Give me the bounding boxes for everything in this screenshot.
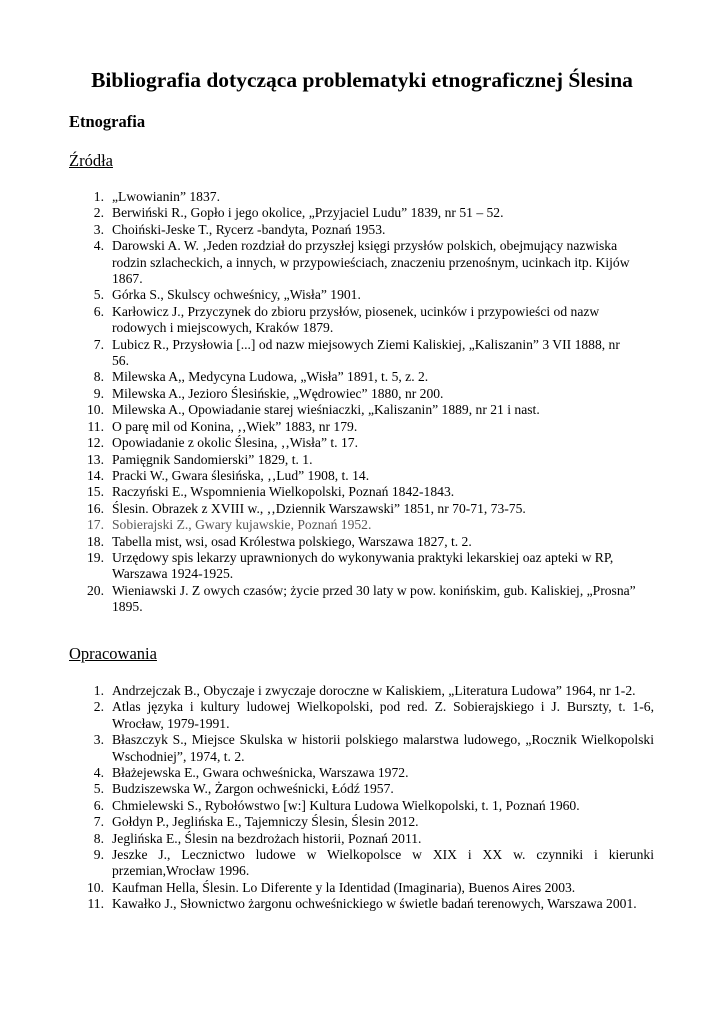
list-item <box>78 699 654 732</box>
list-item-number: 9. <box>93 847 104 863</box>
list-item-text: Raczyński E., Wspomnienia Wielkopolski, Poznań 1842-1843. <box>112 484 455 500</box>
document-title: Bibliografia dotycząca problematyki etnograficznej Ślesina <box>91 68 633 92</box>
list-item-number: 3. <box>93 221 104 237</box>
list-item-text: Lubicz R., Przysłowia [...] od nazw miejsowych Ziemi Kaliskiej, „Kaliszanin” 3 VII 1888, nr 56. <box>112 336 620 369</box>
list-item <box>78 222 638 238</box>
list-item-number: 8. <box>93 830 104 846</box>
list-item-number: 6. <box>93 303 104 319</box>
list-item-text: Ślesin. Obrazek z XVIII w., ‚‚Dziennik Warszawski” 1851, nr 70-71, 73-75. <box>112 500 526 516</box>
list-item-text: Choiński-Jeske T., Rycerz -bandyta, Poznań 1953. <box>112 221 386 237</box>
list-item <box>78 435 638 451</box>
list-item <box>78 419 638 435</box>
bibliography-list-sources <box>78 189 638 616</box>
list-item-text: Gołdyn P., Jeglińska E., Tajemniczy Ślesin, Ślesin 2012. <box>112 814 419 830</box>
section-heading-sources: Źródła <box>69 151 113 170</box>
list-item-text: Górka S., Skulscy ochweśnicy, „Wisła” 1901. <box>112 287 361 303</box>
list-item-text: Jeglińska E., Ślesin na bezdrożach historii, Poznań 2011. <box>112 830 422 846</box>
list-item-text: Tabella mist, wsi, osad Królestwa polskiego, Warszawa 1827, t. 2. <box>112 533 472 549</box>
list-item-number: 10. <box>87 402 104 418</box>
list-item-text: Atlas języka i kultury ludowej Wielkopolski, pod red. Z. Sobierajskiego i J. Burszty, t. 1-6, Wrocław, 1979-1991. <box>112 699 654 731</box>
list-item-text: Wieniawski J. Z owych czasów; życie przed 30 laty w pow. konińskim, gub. Kaliskiej, „Prosna” 1895. <box>112 582 636 615</box>
list-item-text: Andrzejczak B., Obyczaje i zwyczaje doroczne w Kaliskiem, „Literatura Ludowa” 1964, nr 1-2. <box>112 683 636 698</box>
list-item <box>78 468 638 484</box>
list-item-number: 1. <box>93 683 104 698</box>
list-item <box>78 781 654 797</box>
list-item <box>78 798 654 814</box>
list-item-text: Pamięgnik Sandomierski” 1829, t. 1. <box>112 451 313 467</box>
list-item-text: Kaufman Hella, Ślesin. Lo Diferente y la Identidad (Imaginaria), Buenos Aires 2003. <box>112 879 576 895</box>
list-item-number: 13. <box>87 451 104 467</box>
list-item-number: 1. <box>93 189 104 204</box>
list-item-number: 10. <box>87 879 104 895</box>
list-item-number: 7. <box>93 336 104 352</box>
list-item-number: 19. <box>87 549 104 565</box>
list-item <box>78 238 638 287</box>
list-item <box>78 814 654 830</box>
list-item-text: Karłowicz J., Przyczynek do zbioru przysłów, piosenek, ucinków i przypowieści od nazw rodowych i miejscowych, Kraków 1879. <box>112 303 600 336</box>
list-item <box>78 337 638 370</box>
list-item <box>78 402 638 418</box>
list-item-number: 11. <box>87 418 104 434</box>
bibliography-list-studies <box>78 683 654 913</box>
list-item-text: Sobierajski Z., Gwary kujawskie, Poznań 1952. <box>112 517 372 533</box>
list-item-number: 2. <box>93 205 104 221</box>
list-item-number: 4. <box>93 238 104 254</box>
list-item-number: 9. <box>93 385 104 401</box>
list-item-text: Błażejewska E., Gwara ochweśnicka, Warszawa 1972. <box>112 765 409 781</box>
list-item-number: 17. <box>87 517 104 533</box>
list-item <box>78 583 638 616</box>
list-item <box>78 205 638 221</box>
list-item-text: Jeszke J., Lecznictwo ludowe w Wielkopolsce w XIX i XX w. czynniki i kierunki przemian,Wrocław 1996. <box>112 847 654 879</box>
list-item <box>78 369 638 385</box>
list-item-number: 18. <box>87 533 104 549</box>
list-item-number: 8. <box>93 369 104 385</box>
list-item <box>78 517 638 533</box>
list-item-text: Milewska A., Opowiadanie starej wieśniaczki, „Kaliszanin” 1889, nr 21 i nast. <box>112 402 540 418</box>
list-item-text: Milewska A., Jezioro Ślesińskie, „Wędrowiec” 1880, nr 200. <box>112 385 444 401</box>
section-heading-studies: Opracowania <box>69 644 157 663</box>
list-item-text: Pracki W., Gwara ślesińska, ‚‚Lud” 1908, t. 14. <box>112 467 370 483</box>
list-item-text: Kawałko J., Słownictwo żargonu ochweśnickiego w świetle badań terenowych, Warszawa 2001. <box>112 896 637 912</box>
list-item-number: 15. <box>87 484 104 500</box>
list-item <box>78 189 638 205</box>
list-item <box>78 550 638 583</box>
list-item-number: 7. <box>93 814 104 830</box>
list-item-number: 3. <box>93 732 104 748</box>
list-item <box>78 501 638 517</box>
list-item <box>78 847 654 880</box>
list-item-text: Opowiadanie z okolic Ślesina, ‚‚Wisła” t. 17. <box>112 435 358 451</box>
list-item-number: 20. <box>87 582 104 598</box>
list-item-text: Chmielewski S., Rybołówstwo [w:] Kultura Ludowa Wielkopolski, t. 1, Poznań 1960. <box>112 797 580 813</box>
list-item <box>78 732 654 765</box>
list-item-number: 5. <box>93 781 104 797</box>
list-item <box>78 287 638 303</box>
list-item <box>78 484 638 500</box>
section-subtitle: Etnografia <box>69 112 146 131</box>
list-item <box>78 831 654 847</box>
list-item-number: 11. <box>87 896 104 912</box>
list-item-number: 12. <box>87 435 104 451</box>
list-item-number: 16. <box>87 500 104 516</box>
list-item-text: Budziszewska W., Żargon ochweśnicki, Łódź 1957. <box>112 781 394 797</box>
list-item-number: 6. <box>93 797 104 813</box>
list-item-text: O parę mil od Konina, ‚‚Wiek” 1883, nr 179. <box>112 418 358 434</box>
list-item-text: Błaszczyk S., Miejsce Skulska w historii polskiego malarstwa ludowego, „Rocznik Wielkopolski Wschodniej”, 1974, t. 2. <box>112 732 654 764</box>
list-item <box>78 534 638 550</box>
list-item <box>78 896 654 912</box>
list-item <box>78 386 638 402</box>
list-item-number: 2. <box>93 699 104 715</box>
list-item <box>78 304 638 337</box>
list-item <box>78 765 654 781</box>
list-item-number: 5. <box>93 287 104 303</box>
list-item-text: Darowski A. W. ‚Jeden rozdział do przyszłej księgi przysłów polskich, obejmujący nazwiska rodzin szlacheckich, a innych, w przypowieściach, znaczeniu przenośnym, ucinkach itp. Kijów 1867. <box>112 238 630 287</box>
list-item-text: Milewska A,, Medycyna Ludowa, „Wisła” 1891, t. 5, z. 2. <box>112 369 429 385</box>
list-item <box>78 683 654 699</box>
list-item-number: 4. <box>93 765 104 781</box>
list-item-text: „Lwowianin” 1837. <box>112 189 220 204</box>
list-item-text: Berwiński R., Gopło i jego okolice, „Przyjaciel Ludu” 1839, nr 51 – 52. <box>112 205 504 221</box>
list-item <box>78 452 638 468</box>
list-item <box>78 880 654 896</box>
list-item-number: 14. <box>87 467 104 483</box>
list-item-text: Urzędowy spis lekarzy uprawnionych do wykonywania praktyki lekarskiej oaz apteki w RP, Warszawa 1924-1925. <box>112 549 614 582</box>
